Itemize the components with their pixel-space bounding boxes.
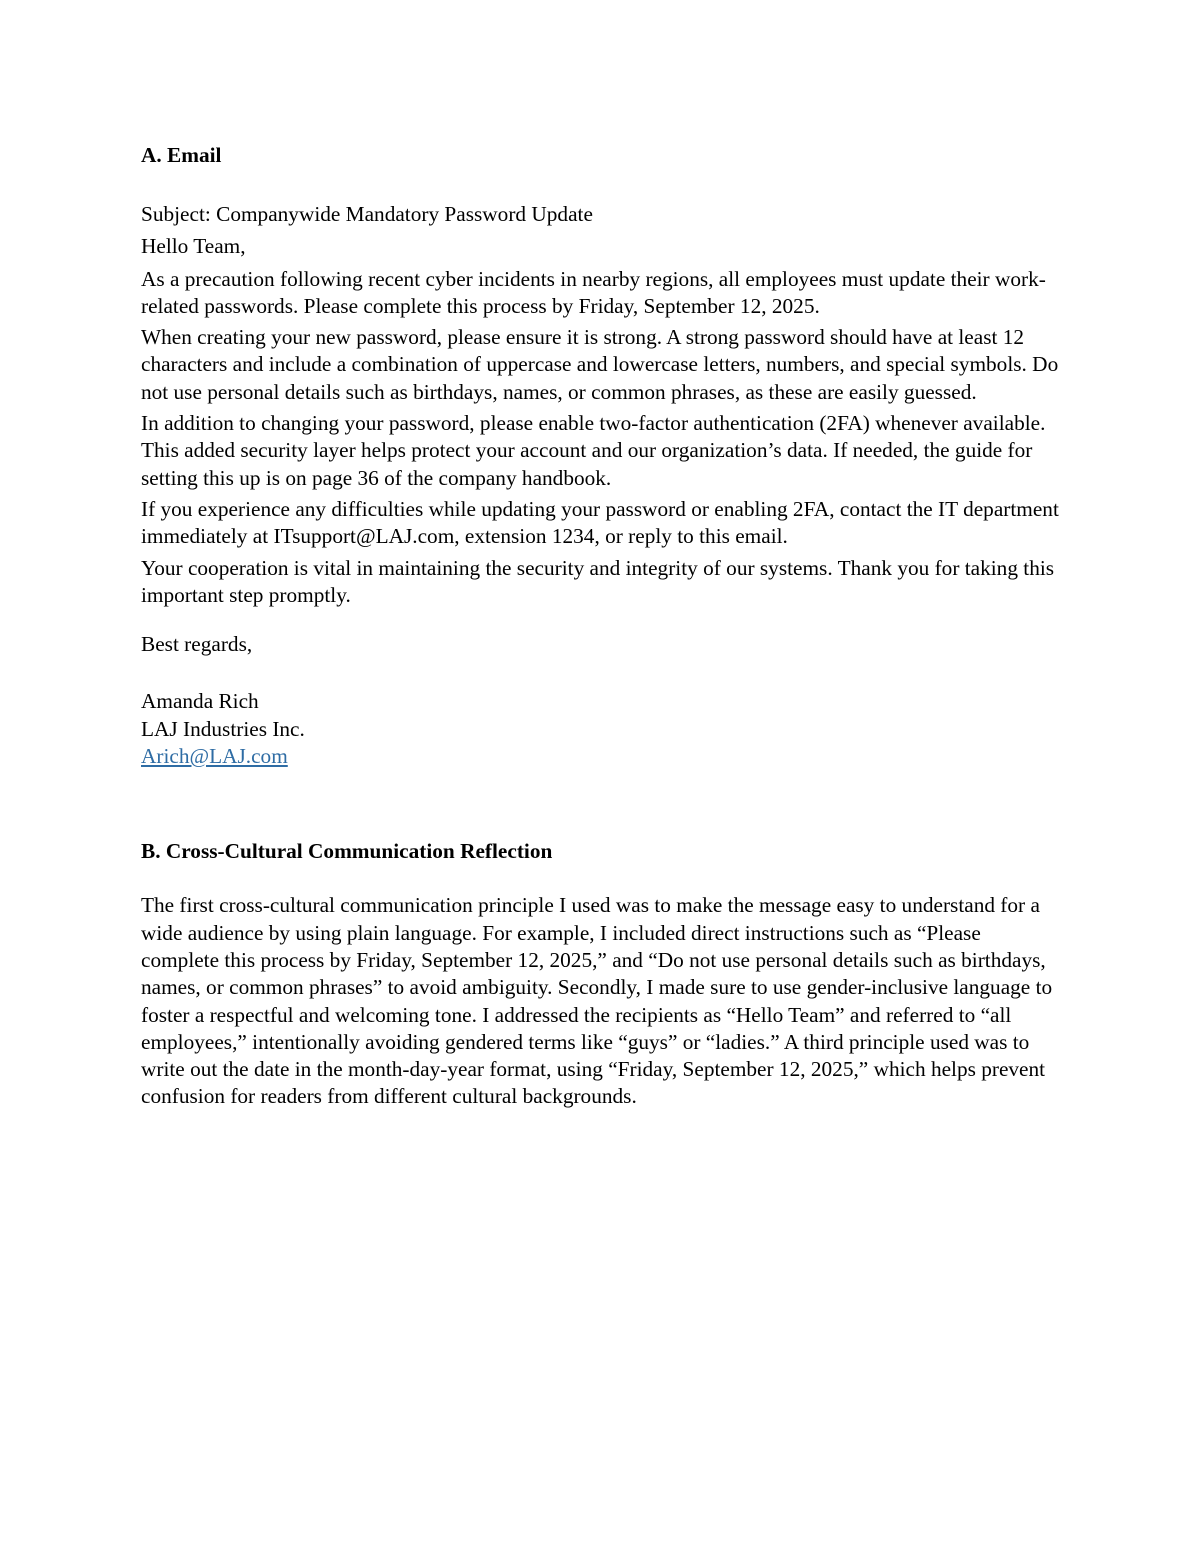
section-a-heading: A. Email [141, 143, 222, 167]
section-b-heading: B. Cross-Cultural Communication Reflection [141, 839, 553, 864]
email-paragraph-1: As a precaution following recent cyber incidents in nearby regions, all employees must update their work-related passwords. Please complete this process by Friday, September 12, 2025. [141, 266, 1046, 318]
signature-email-link[interactable]: Arich@LAJ.com [141, 744, 288, 769]
document-body [141, 142, 1061, 1111]
email-paragraph-3: In addition to changing your password, please enable two-factor authentication (2FA) whenever available. This added security layer helps protect your account and our organization’s data. If needed, the guide for setting this up is on page 36 of the company handbook. [141, 411, 1046, 490]
email-paragraph-4: If you experience any difficulties while updating your password or enabling 2FA, contact the IT department immediately at ITsupport@LAJ.com, extension 1234, or reply to this email. [141, 496, 1059, 549]
email-paragraph-2: When creating your new password, please ensure it is strong. A strong password should have at least 12 characters and include a combination of uppercase and lowercase letters, numbers, and special symbols. Do not use personal details such as birthdays, names, or common phrases, as these are easily guessed. [141, 325, 1059, 404]
signature-name: Amanda Rich [141, 689, 259, 714]
reflection-paragraph: The first cross-cultural communication principle I used was to make the message easy to understand for a wide audience by using plain language. For example, I included direct instructions such as “Please complete this process by Friday, September 12, 2025,” and “Do not use personal details such as birthdays, names, or common phrases” to avoid ambiguity. Secondly, I made sure to use gender-inclusive language to foster a respectful and welcoming tone. I addressed the recipients as “Hello Team” and referred to “all employees,” intentionally avoiding gendered terms like “guys” or “ladies.” A third principle used was to write out the date in the month-day-year format, using “Friday, September 12, 2025,” which helps prevent confusion for readers from different cultural backgrounds. [141, 893, 1053, 1109]
signature-company: LAJ Industries Inc. [141, 716, 305, 741]
email-greeting: Hello Team, [141, 234, 246, 259]
email-closing: Best regards, [141, 632, 253, 657]
email-paragraph-5: Your cooperation is vital in maintaining the security and integrity of our systems. Thank you for taking this important step promptly. [141, 555, 1055, 607]
email-subject: Subject: Companywide Mandatory Password Update [141, 202, 593, 226]
